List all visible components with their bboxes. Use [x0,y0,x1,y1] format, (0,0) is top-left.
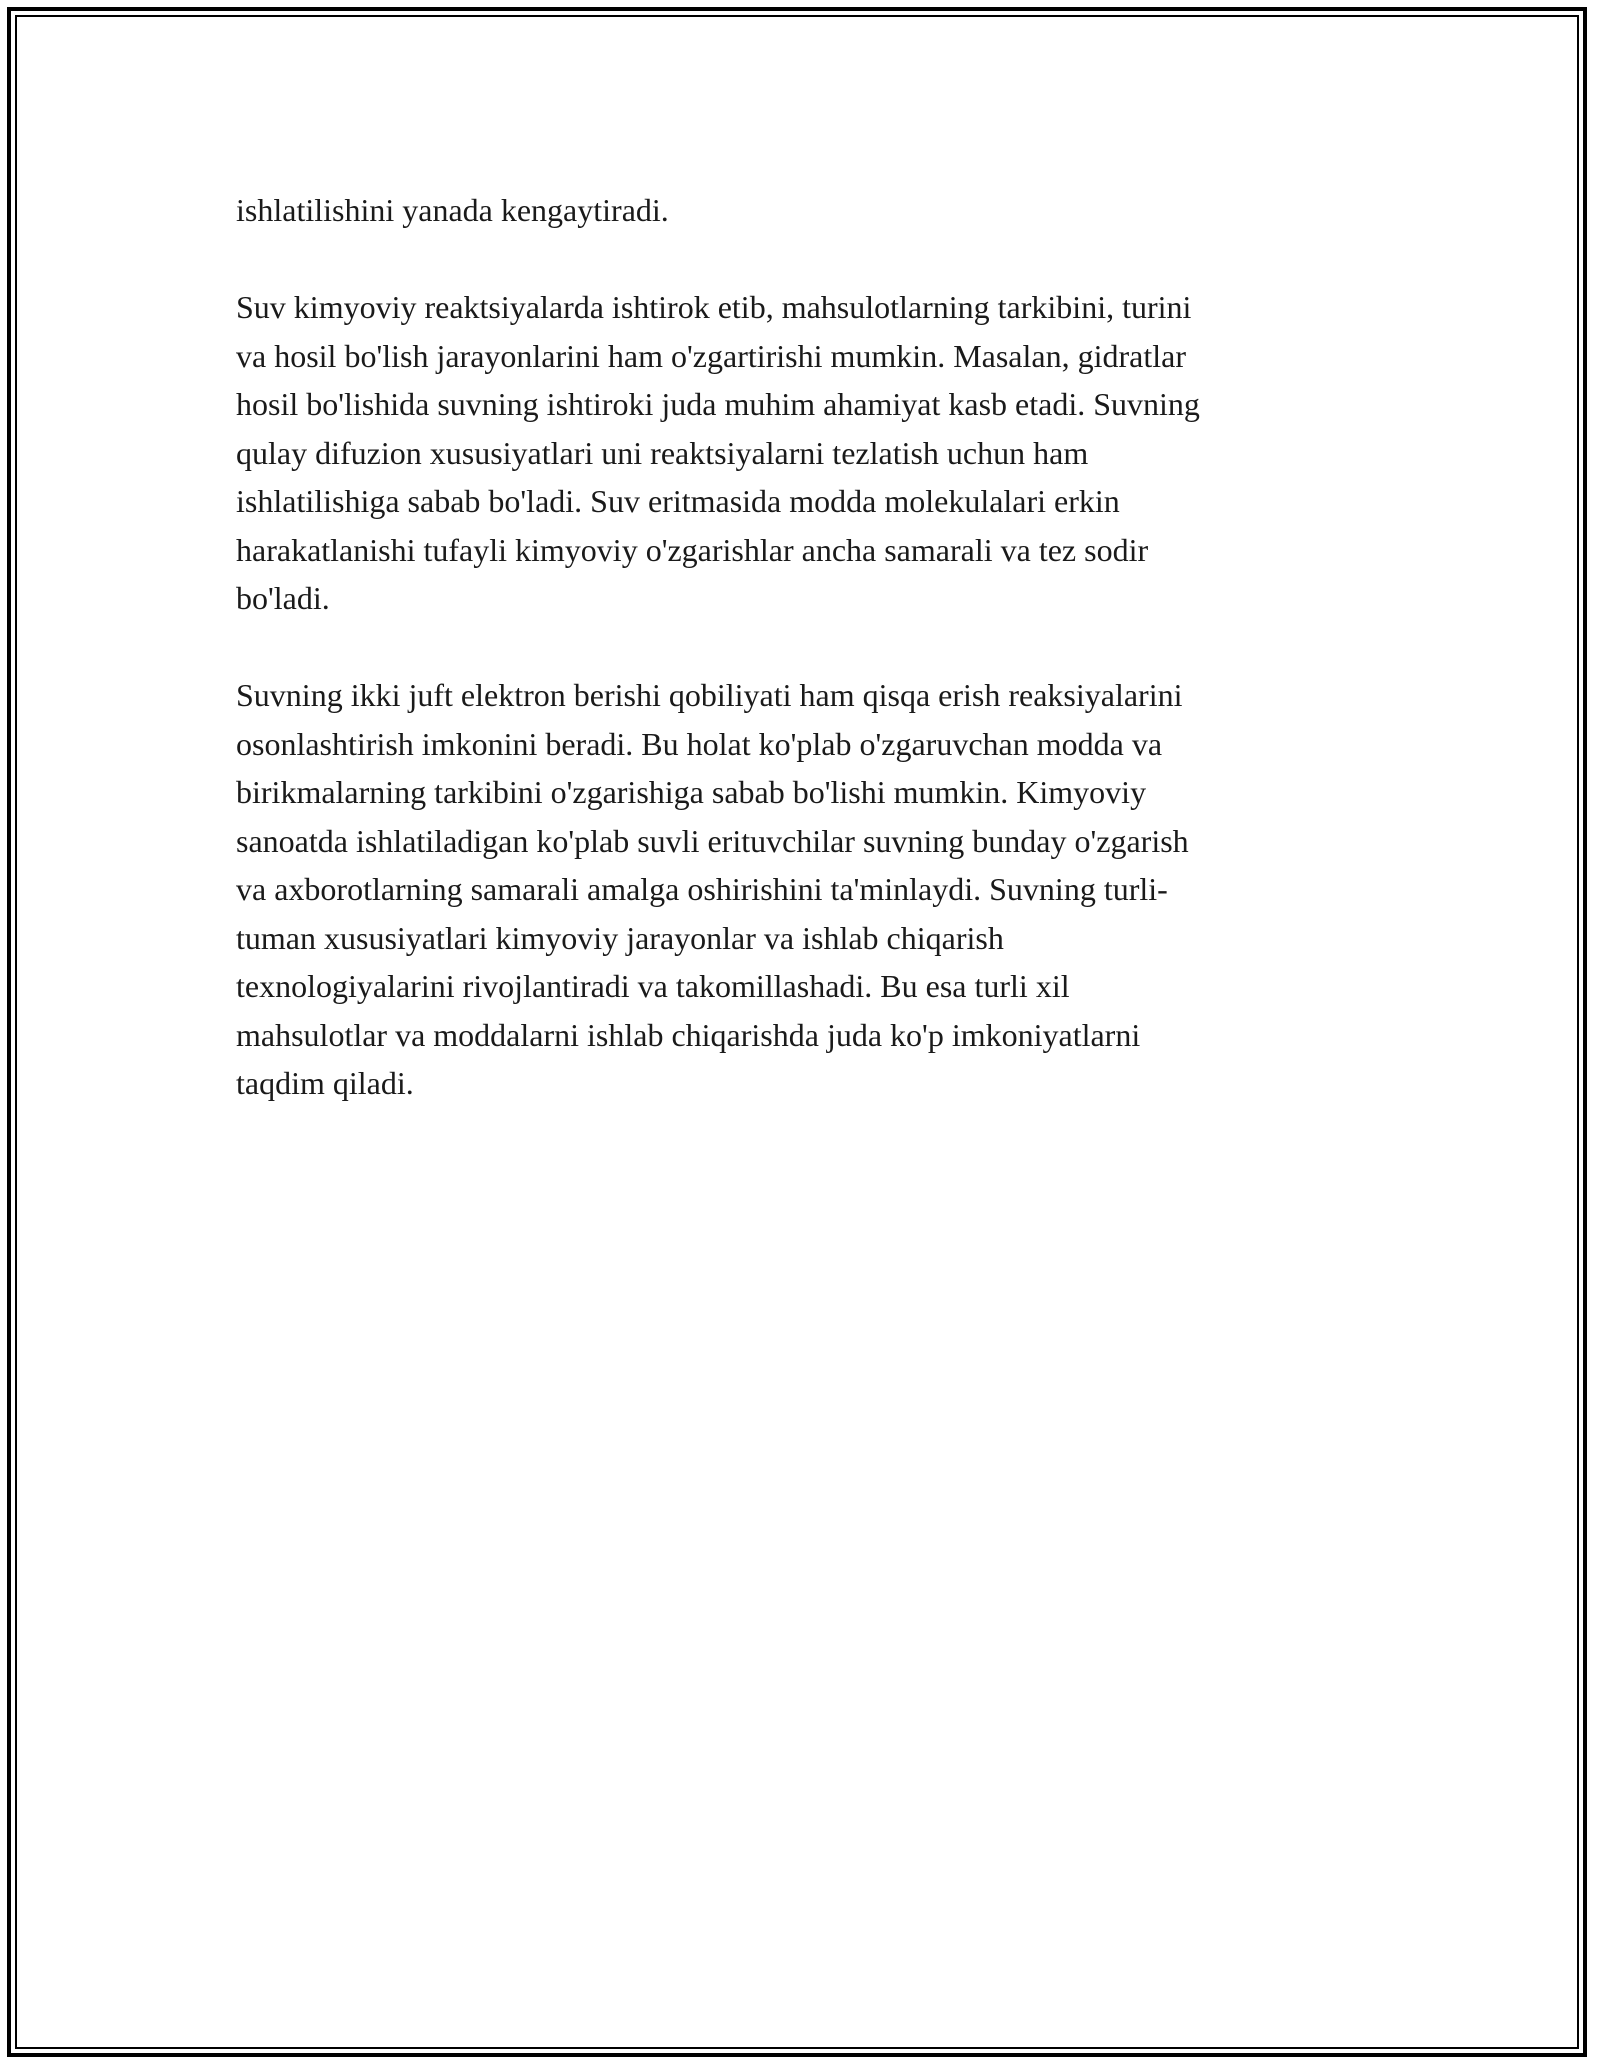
paragraph-2: Suv kimyoviy reaktsiyalarda ishtirok etib, mahsulotlarning tarkibini, turini va hosil bo'lish jarayonlarini ham o'zgartirishi mumkin. Masalan, gidratlar hosil bo'lishida suvning ishtiroki juda muhim ahamiyat kasb etadi. Suvning qulay difuzion xususiyatlari uni reaktsiyalarni tezlatish uchun ham ishlatilishiga sabab bo'ladi. Suv eritmasida modda molekulalari erkin harakatlanishi tufayli kimyoviy o'zgarishlar ancha samarali va tez sodir bo'ladi. [236,289,1200,616]
paragraph-1: ishlatilishini yanada kengaytiradi. [236,192,669,228]
paragraph-3: Suvning ikki juft elektron berishi qobiliyati ham qisqa erish reaksiyalarini osonlashtirish imkonini beradi. Bu holat ko'plab o'zgaruvchan modda va birikmalarning tarkibini o'zgarishiga sabab bo'lishi mumkin. Kimyoviy sanoatda ishlatiladigan ko'plab suvli erituvchilar suvning bunday o'zgarish va axborotlarning samarali amalga oshirishini ta'minlaydi. Suvning turli- tuman xususiyatlari kimyoviy jarayonlar va ishlab chiqarish texnologiyalarini rivojlantiradi va takomillashadi. Bu esa turli xil mahsulotlar va moddalarni ishlab chiqarishda juda ko'p imkoniyatlarni taqdim qiladi. [236,677,1189,1101]
page-content [236,186,1364,1156]
